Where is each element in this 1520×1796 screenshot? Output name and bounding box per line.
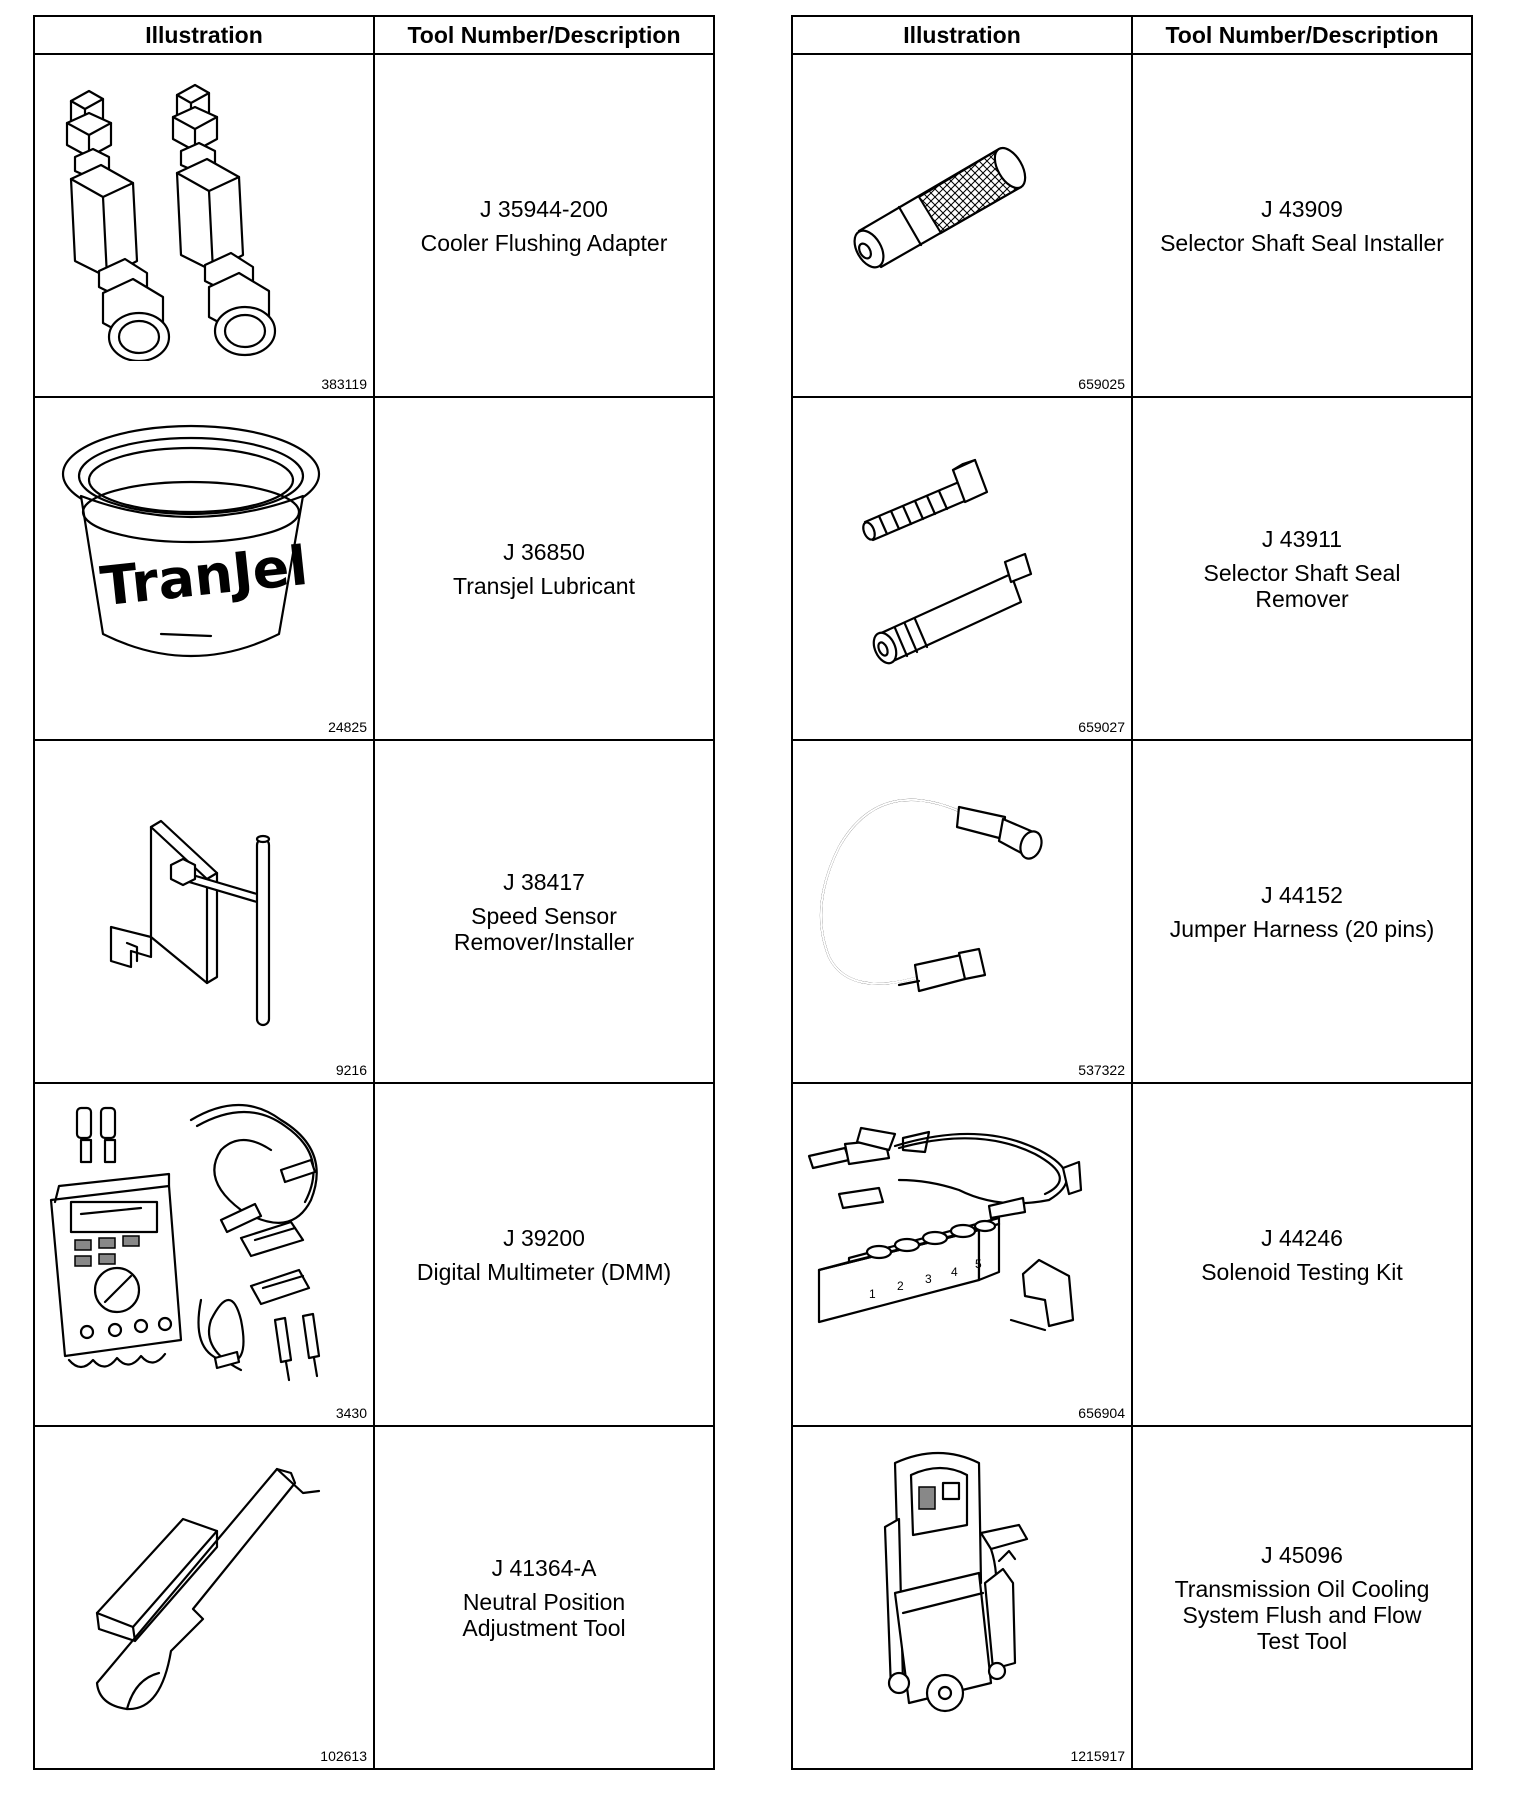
seal-remover-icon — [799, 404, 1125, 704]
table-row — [792, 1426, 1472, 1769]
description-cell — [374, 740, 714, 1083]
figure-number: 659025 — [1078, 376, 1125, 392]
tool-number: J 45096 — [1261, 1541, 1343, 1568]
flushing-adapter-icon — [41, 61, 367, 361]
description-cell — [374, 397, 714, 740]
figure-number: 9216 — [335, 1062, 367, 1078]
tool-table-left — [33, 15, 715, 1770]
table-header — [34, 16, 714, 54]
solenoid-kit-icon — [799, 1090, 1125, 1390]
illustration-cell — [34, 1426, 374, 1769]
tool-description: Selector Shaft Seal Remover — [1203, 559, 1401, 612]
figure-number: 102613 — [320, 1748, 367, 1764]
illustration-cell — [34, 740, 374, 1083]
illustration-cell — [34, 397, 374, 740]
figure-number: 1215917 — [1070, 1748, 1125, 1764]
illustration-cell — [792, 397, 1132, 740]
tool-number: J 43911 — [1261, 525, 1343, 552]
figure-number: 383119 — [321, 376, 367, 392]
tool-description: Cooler Flushing Adapter — [420, 229, 668, 256]
tool-description: Solenoid Testing Kit — [1201, 1258, 1403, 1285]
description-cell — [1132, 397, 1472, 740]
tool-table-right — [791, 15, 1473, 1770]
seal-installer-icon — [799, 61, 1125, 361]
tool-description: Speed Sensor Remover/Installer — [453, 902, 635, 955]
illustration-header: Illustration — [34, 16, 374, 54]
description-cell — [1132, 54, 1472, 397]
tool-description-header: Tool Number/Description — [1132, 16, 1472, 54]
block-number-1: 1 — [869, 1287, 876, 1301]
table-row — [34, 397, 714, 740]
tool-number: J 39200 — [503, 1224, 585, 1251]
table-row — [34, 1426, 714, 1769]
tool-description: Transjel Lubricant — [453, 572, 635, 599]
figure-number: 659027 — [1078, 719, 1125, 735]
table-row — [34, 1083, 714, 1426]
tool-description: Jumper Harness (20 pins) — [1169, 915, 1435, 942]
block-number-3: 3 — [925, 1272, 932, 1286]
description-cell — [1132, 740, 1472, 1083]
table-row — [34, 54, 714, 397]
tool-description: Selector Shaft Seal Installer — [1160, 229, 1444, 256]
description-cell — [374, 54, 714, 397]
flush-machine-icon — [799, 1433, 1125, 1733]
figure-number: 24825 — [328, 719, 367, 735]
tub-label: TranJel — [97, 533, 311, 619]
tool-description: Transmission Oil Cooling System Flush and Flow Test Tool — [1174, 1575, 1430, 1654]
lubricant-tub-icon — [41, 404, 367, 704]
table-header — [792, 16, 1472, 54]
table-row — [792, 1083, 1472, 1426]
tool-number: J 38417 — [503, 868, 585, 895]
speed-sensor-tool-icon — [41, 747, 367, 1047]
tool-number: J 43909 — [1261, 195, 1343, 222]
illustration-cell — [792, 740, 1132, 1083]
tool-number: J 36850 — [503, 538, 585, 565]
tool-description-header: Tool Number/Description — [374, 16, 714, 54]
illustration-cell — [34, 54, 374, 397]
tool-number: J 44152 — [1261, 881, 1343, 908]
description-cell — [374, 1083, 714, 1426]
tool-number: J 41364-A — [491, 1554, 597, 1581]
table-row — [792, 397, 1472, 740]
description-cell — [374, 1426, 714, 1769]
figure-number: 656904 — [1078, 1405, 1125, 1421]
tool-description: Neutral Position Adjustment Tool — [462, 1588, 626, 1641]
figure-number: 3430 — [335, 1405, 367, 1421]
illustration-cell — [34, 1083, 374, 1426]
tool-number: J 44246 — [1261, 1224, 1343, 1251]
table-row — [34, 740, 714, 1083]
description-cell — [1132, 1426, 1472, 1769]
block-number-5: 5 — [975, 1257, 982, 1271]
table-row — [792, 54, 1472, 397]
block-number-2: 2 — [897, 1279, 904, 1293]
jumper-harness-icon — [799, 747, 1125, 1047]
figure-number: 537322 — [1078, 1062, 1125, 1078]
illustration-cell — [792, 1083, 1132, 1426]
block-number-4: 4 — [951, 1265, 958, 1279]
illustration-header: Illustration — [792, 16, 1132, 54]
illustration-cell — [792, 1426, 1132, 1769]
adjustment-tool-icon — [41, 1433, 367, 1733]
table-row — [792, 740, 1472, 1083]
description-cell — [1132, 1083, 1472, 1426]
multimeter-icon — [41, 1090, 367, 1390]
tool-description: Digital Multimeter (DMM) — [416, 1258, 672, 1285]
tool-number: J 35944-200 — [480, 195, 608, 222]
illustration-cell — [792, 54, 1132, 397]
